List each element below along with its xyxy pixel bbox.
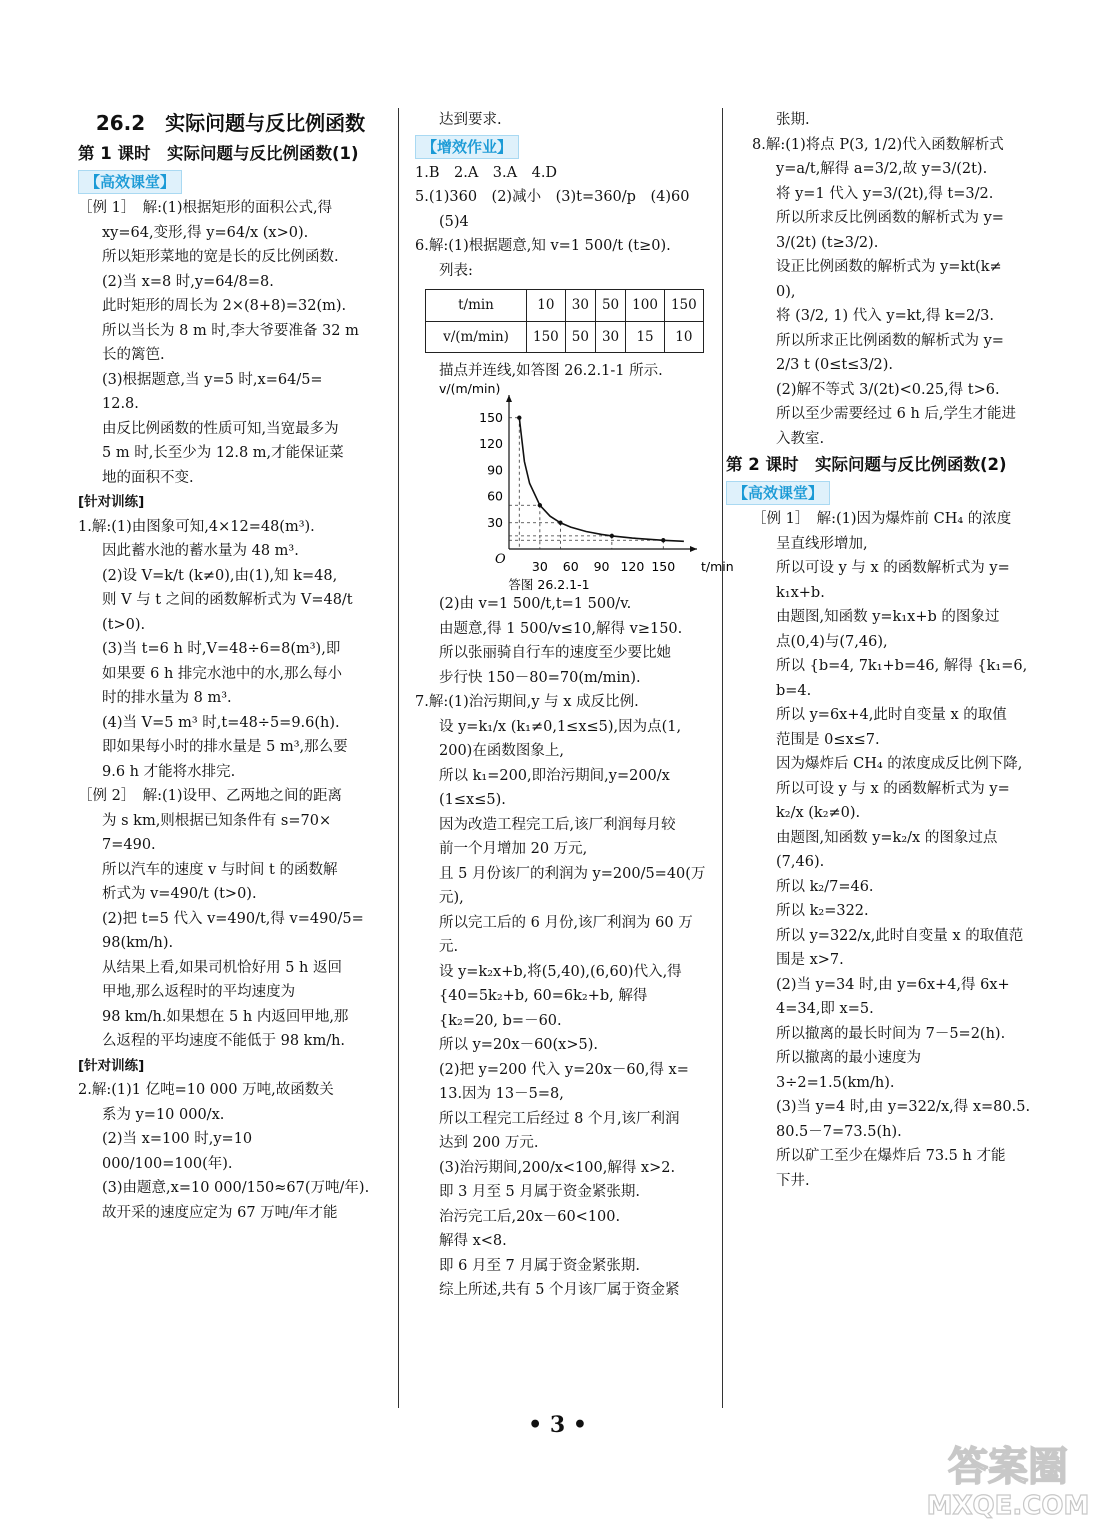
x-axis-label: t/min xyxy=(701,558,734,574)
text-line: (2)当 x=100 时,y=10 000/100=100(年). xyxy=(102,1131,253,1172)
homework-answers-bottom xyxy=(415,592,710,1303)
text-line: (4)当 V=5 m³ 时,t=48÷5=9.6(h). xyxy=(102,714,340,731)
y-tick-label: 150 xyxy=(479,409,503,425)
text-line: 4=34,即 x=5. xyxy=(776,1001,874,1017)
text-line: 将 (3/2, 1) 代入 y=kt,得 k=2/3. xyxy=(776,308,994,324)
table-row xyxy=(426,290,704,322)
text-line: 长的篱笆. xyxy=(102,347,165,363)
column-3 xyxy=(726,108,1042,1193)
text-line: 地的面积不变. xyxy=(102,469,194,486)
x-tick-label: 150 xyxy=(651,558,676,574)
x-tick-label: 30 xyxy=(531,558,548,574)
y-tick-label: 120 xyxy=(479,435,503,451)
text-line: 2.解:(1)1 亿吨=10 000 万吨,故函数关 xyxy=(78,1082,334,1098)
table-cell: 30 xyxy=(595,321,625,353)
text-line: 12.8. xyxy=(102,396,139,412)
text-line: 达到要求. xyxy=(439,112,502,128)
text-line: 前一个月增加 20 万元, xyxy=(439,841,588,857)
text-line: 将 y=1 代入 y=3/(2t),得 t=3/2. xyxy=(776,185,994,202)
lesson-2-example-1-solution xyxy=(752,507,1042,1193)
text-line: 所以张丽骑自行车的速度至少要比她 xyxy=(439,645,671,661)
example-1-solution xyxy=(78,196,383,490)
page-number: • 3 • xyxy=(528,1412,587,1438)
text-line: (2)由 v=1 500/t,t=1 500/v. xyxy=(439,596,632,612)
lesson-1-title: 第 1 课时 实际问题与反比例函数(1) xyxy=(78,144,359,163)
text-line: (2)把 y=200 代入 y=20x－60,得 x= xyxy=(439,1061,689,1078)
column-1 xyxy=(78,108,383,1225)
text-line: k₂/x (k₂≠0). xyxy=(776,805,861,821)
watermark-logo xyxy=(908,1432,1103,1522)
section-title: 26.2 实际问题与反比例函数 xyxy=(95,111,366,135)
text-line: 列表: xyxy=(439,262,473,279)
text-line: (2)当 y=34 时,由 y=6x+4,得 6x+ xyxy=(776,976,1010,993)
homework-answers-top xyxy=(415,108,710,283)
text-line: 200)在函数图象上, xyxy=(439,743,564,759)
y-axis-label: v/(m/min) xyxy=(439,380,501,396)
text-line: 达到 200 万元. xyxy=(439,1135,539,1151)
question-8-solution xyxy=(752,108,1042,451)
text-line: 下井. xyxy=(776,1172,810,1189)
text-line: 设 y=k₂x+b,将(5,40),(6,60)代入,得 xyxy=(439,963,682,980)
table-cell: 10 xyxy=(527,290,566,322)
table-cell: 150 xyxy=(527,321,566,353)
text-line: (3)当 t=6 h 时,V=48÷6=8(m³),即 xyxy=(102,641,341,657)
text-line: 故开采的速度应定为 67 万吨/年才能 xyxy=(102,1204,338,1221)
text-line: 范围是 0≤x≤7. xyxy=(776,731,880,748)
text-line: (5)4 xyxy=(439,213,469,230)
table-cell: 10 xyxy=(664,321,703,353)
text-line: 则 V 与 t 之间的函数解析式为 V=48/t (t>0). xyxy=(102,592,353,633)
text-line: 此时矩形的周长为 2×(8+8)=32(m). xyxy=(102,298,347,314)
table-cell: 100 xyxy=(626,290,665,322)
text-line: (3)根据题意,当 y=5 时,x=64/5= xyxy=(102,371,323,388)
text-line: 甲地,那么返程时的平均速度为 xyxy=(102,984,296,1000)
data-point xyxy=(538,503,542,507)
text-line: 3/(2t) (t≥3/2). xyxy=(776,234,879,251)
svg-text:答案圈: 答案圈 xyxy=(948,1444,1068,1490)
table-cell: 150 xyxy=(664,290,703,322)
data-point xyxy=(661,538,665,542)
chart-caption: 答图 26.2.1-1 xyxy=(508,576,590,592)
text-line: 1.B 2.A 3.A 4.D xyxy=(415,164,558,181)
text-line: k₁x+b. xyxy=(776,584,825,601)
text-line: 解得 x<8. xyxy=(439,1233,507,1249)
text-line: xy=64,变形,得 y=64/x (x>0). xyxy=(102,224,309,241)
text-line: 所以完工后的 6 月份,该厂利润为 60 万元. xyxy=(439,914,693,955)
y-tick-label: 30 xyxy=(487,514,503,530)
text-line: 所以矿工至少在爆炸后 73.5 h 才能 xyxy=(776,1148,1006,1164)
text-line: 即如果每小时的排水量是 5 m³,那么要 xyxy=(102,739,348,755)
text-line: 描点并连线,如答图 26.2.1-1 所示. xyxy=(439,363,663,379)
text-line: (2)当 x=8 时,y=64/8=8. xyxy=(102,273,274,290)
text-line: 从结果上看,如果司机恰好用 5 h 返回 xyxy=(102,959,342,976)
table-cell: v/(m/min) xyxy=(426,321,527,353)
text-line: 所以所求反比例函数的解析式为 y= xyxy=(776,210,1004,226)
text-line: (3)当 y=4 时,由 y=322/x,得 x=80.5. xyxy=(776,1099,1031,1115)
text-line: 所以 k₂/7=46. xyxy=(776,878,874,895)
column-divider xyxy=(398,108,399,1408)
text-line: 98(km/h). xyxy=(102,935,174,951)
text-line: (2)设 V=k/t (k≠0),由(1),知 k=48, xyxy=(102,567,338,584)
text-line: 98 km/h.如果想在 5 h 内返回甲地,那 xyxy=(102,1008,349,1025)
text-line: 8.解:(1)将点 P(3, 1/2)代入函数解析式 xyxy=(752,136,1004,153)
svg-text:MXQE.COM: MXQE.COM xyxy=(926,1491,1090,1521)
text-line: 2/3 t (0≤t≤3/2). xyxy=(776,357,893,373)
origin-label: O xyxy=(495,551,506,567)
lesson-2-title: 第 2 课时 实际问题与反比例函数(2) xyxy=(726,455,1007,474)
efficient-class-tag: 【高效课堂】 xyxy=(726,481,830,505)
table-cell: 50 xyxy=(565,321,595,353)
text-line: 点(0,4)与(7,46), xyxy=(776,633,888,650)
text-line: 由题意,得 1 500/v≤10,解得 v≥150. xyxy=(439,620,683,637)
text-line: 所以撤离的最小速度为 3÷2=1.5(km/h). xyxy=(776,1050,921,1091)
table-cell: 15 xyxy=(626,321,665,353)
text-line: 5.(1)360 (2)减小 (3)t=360/p (4)60 xyxy=(415,189,690,205)
text-line: 所以 y=6x+4,此时自变量 x 的取值 xyxy=(776,707,1007,723)
text-line: (3)由题意,x=10 000/150≈67(万吨/年). xyxy=(102,1180,370,1196)
text-line: 13.因为 13－5=8, xyxy=(439,1086,564,1102)
table-cell: 30 xyxy=(565,290,595,322)
practice-heading: [针对训练] xyxy=(78,1057,145,1074)
text-line: 1.解:(1)由图象可知,4×12=48(m³). xyxy=(78,518,315,535)
homework-tag: 【增效作业】 xyxy=(415,135,519,159)
text-line: 入教室. xyxy=(776,430,825,447)
text-line: 所以工程完工后经过 8 个月,该厂利润 xyxy=(439,1110,680,1127)
text-line: 步行快 150－80=70(m/min). xyxy=(439,669,641,686)
text-line: 9.6 h 才能将水排完. xyxy=(102,763,236,780)
text-line: 所以所求正比例函数的解析式为 y= xyxy=(776,332,1004,349)
text-line: (2)把 t=5 代入 v=490/t,得 v=490/5= xyxy=(102,910,364,927)
reciprocal-curve-chart xyxy=(417,380,734,592)
practice-2-solution xyxy=(78,1078,383,1225)
text-line: 由反比例函数的性质可知,当宽最多为 xyxy=(102,420,339,437)
text-line: 所以 y=322/x,此时自变量 x 的取值范 xyxy=(776,927,1024,944)
x-tick-label: 90 xyxy=(593,558,610,574)
text-line: 所以可设 y 与 x 的函数解析式为 y= xyxy=(776,560,1010,576)
data-curve xyxy=(519,417,684,541)
example-2-solution xyxy=(78,784,383,1054)
text-line: 7=490. xyxy=(102,837,156,853)
text-line: (1≤x≤5). xyxy=(439,792,506,808)
text-line: 6.解:(1)根据题意,知 v=1 500/t (t≥0). xyxy=(415,238,671,254)
text-line: 时的排水量为 8 m³. xyxy=(102,690,232,706)
x-tick-label: 60 xyxy=(562,558,579,574)
text-line: 设 y=k₁/x (k₁≠0,1≤x≤5),因为点(1, xyxy=(439,718,682,735)
table-cell: 50 xyxy=(595,290,625,322)
text-line: 围是 x>7. xyxy=(776,952,844,968)
text-line: y=a/t,解得 a=3/2,故 y=3/(2t). xyxy=(776,161,988,177)
x-tick-label: 120 xyxy=(620,558,645,574)
text-line: 设正比例函数的解析式为 y=kt(k≠ xyxy=(776,259,1002,275)
text-line: 即 6 月至 7 月属于资金紧张期. xyxy=(439,1257,640,1274)
text-line: 所以 {b=4, 7k₁+b=46, 解得 {k₁=6, b=4. xyxy=(776,658,1028,699)
text-line: 所以当长为 8 m 时,李大爷要准备 32 m xyxy=(102,322,359,339)
efficient-class-tag: 【高效课堂】 xyxy=(78,170,182,194)
text-line: 综上所述,共有 5 个月该厂属于资金紧 xyxy=(439,1282,680,1298)
y-tick-label: 90 xyxy=(487,461,503,477)
data-point xyxy=(517,415,521,419)
practice-1-solution xyxy=(78,515,383,785)
x-axis-arrow xyxy=(690,546,697,552)
text-line: (2)解不等式 3/(2t)<0.25,得 t>6. xyxy=(776,381,1000,398)
text-line: (3)治污期间,200/x<100,解得 x>2. xyxy=(439,1159,676,1176)
table-row xyxy=(426,321,704,353)
column-divider xyxy=(722,108,723,1408)
text-line: {40=5k₂+b, 60=6k₂+b, 解得 {k₂=20, b=－60. xyxy=(439,988,648,1029)
text-line: ［例 1］ 解:(1)根据矩形的面积公式,得 xyxy=(78,200,333,216)
text-line: 所以 k₂=322. xyxy=(776,903,869,919)
text-line: 所以撤离的最长时间为 7－5=2(h). xyxy=(776,1025,1006,1042)
data-point xyxy=(610,533,614,537)
text-line: 7.解:(1)治污期间,y 与 x 成反比例. xyxy=(415,694,639,710)
text-line: 所以矩形菜地的宽是长的反比例函数. xyxy=(102,249,339,265)
data-point xyxy=(558,520,562,524)
text-line: 么返程的平均速度不能低于 98 km/h. xyxy=(102,1033,346,1049)
text-line: 治污完工后,20x－60<100. xyxy=(439,1208,621,1225)
text-line: 所以 k₁=200,即治污期间,y=200/x xyxy=(439,767,670,784)
text-line: ［例 2］ 解:(1)设甲、乙两地之间的距离 xyxy=(78,788,343,804)
text-line: 呈直线形增加, xyxy=(776,535,868,552)
text-line: 80.5－7=73.5(h). xyxy=(776,1123,902,1140)
y-axis-arrow xyxy=(506,395,512,402)
y-tick-label: 60 xyxy=(487,488,503,503)
text-line: 张期. xyxy=(776,112,810,128)
text-line: 0), xyxy=(776,283,796,300)
text-line: ［例 1］ 解:(1)因为爆炸前 CH₄ 的浓度 xyxy=(752,511,1012,527)
practice-heading: [针对训练] xyxy=(78,494,145,510)
text-line: 5 m 时,长至少为 12.8 m,才能保证菜 xyxy=(102,445,344,461)
column-2 xyxy=(415,108,734,1303)
text-line: 析式为 v=490/t (t>0). xyxy=(102,886,257,902)
text-line: 所以汽车的速度 v 与时间 t 的函数解 xyxy=(102,861,338,878)
text-line: 由题图,知函数 y=k₁x+b 的图象过 xyxy=(776,609,1000,625)
text-line: 系为 y=10 000/x. xyxy=(102,1106,225,1123)
text-line: 且 5 月份该厂的利润为 y=200/5=40(万元), xyxy=(439,865,706,906)
text-line: 所以可设 y 与 x 的函数解析式为 y= xyxy=(776,780,1010,797)
text-line: 如果要 6 h 排完水池中的水,那么每小 xyxy=(102,665,342,682)
text-line: 因为爆炸后 CH₄ 的浓度成反比例下降, xyxy=(776,756,1023,772)
table-cell: t/min xyxy=(426,290,527,322)
text-line: 由题图,知函数 y=k₂/x 的图象过点(7,46). xyxy=(776,829,998,870)
text-line: 为 s km,则根据已知条件有 s=70× xyxy=(102,812,332,829)
text-line: 所以至少需要经过 6 h 后,学生才能进 xyxy=(776,406,1016,422)
data-table xyxy=(425,289,704,353)
text-line: 所以 y=20x－60(x>5). xyxy=(439,1037,599,1053)
text-line: 即 3 月至 5 月属于资金紧张期. xyxy=(439,1184,640,1200)
text-line: 因为改造工程完工后,该厂利润每月较 xyxy=(439,816,676,833)
text-line: 因此蓄水池的蓄水量为 48 m³. xyxy=(102,543,299,559)
